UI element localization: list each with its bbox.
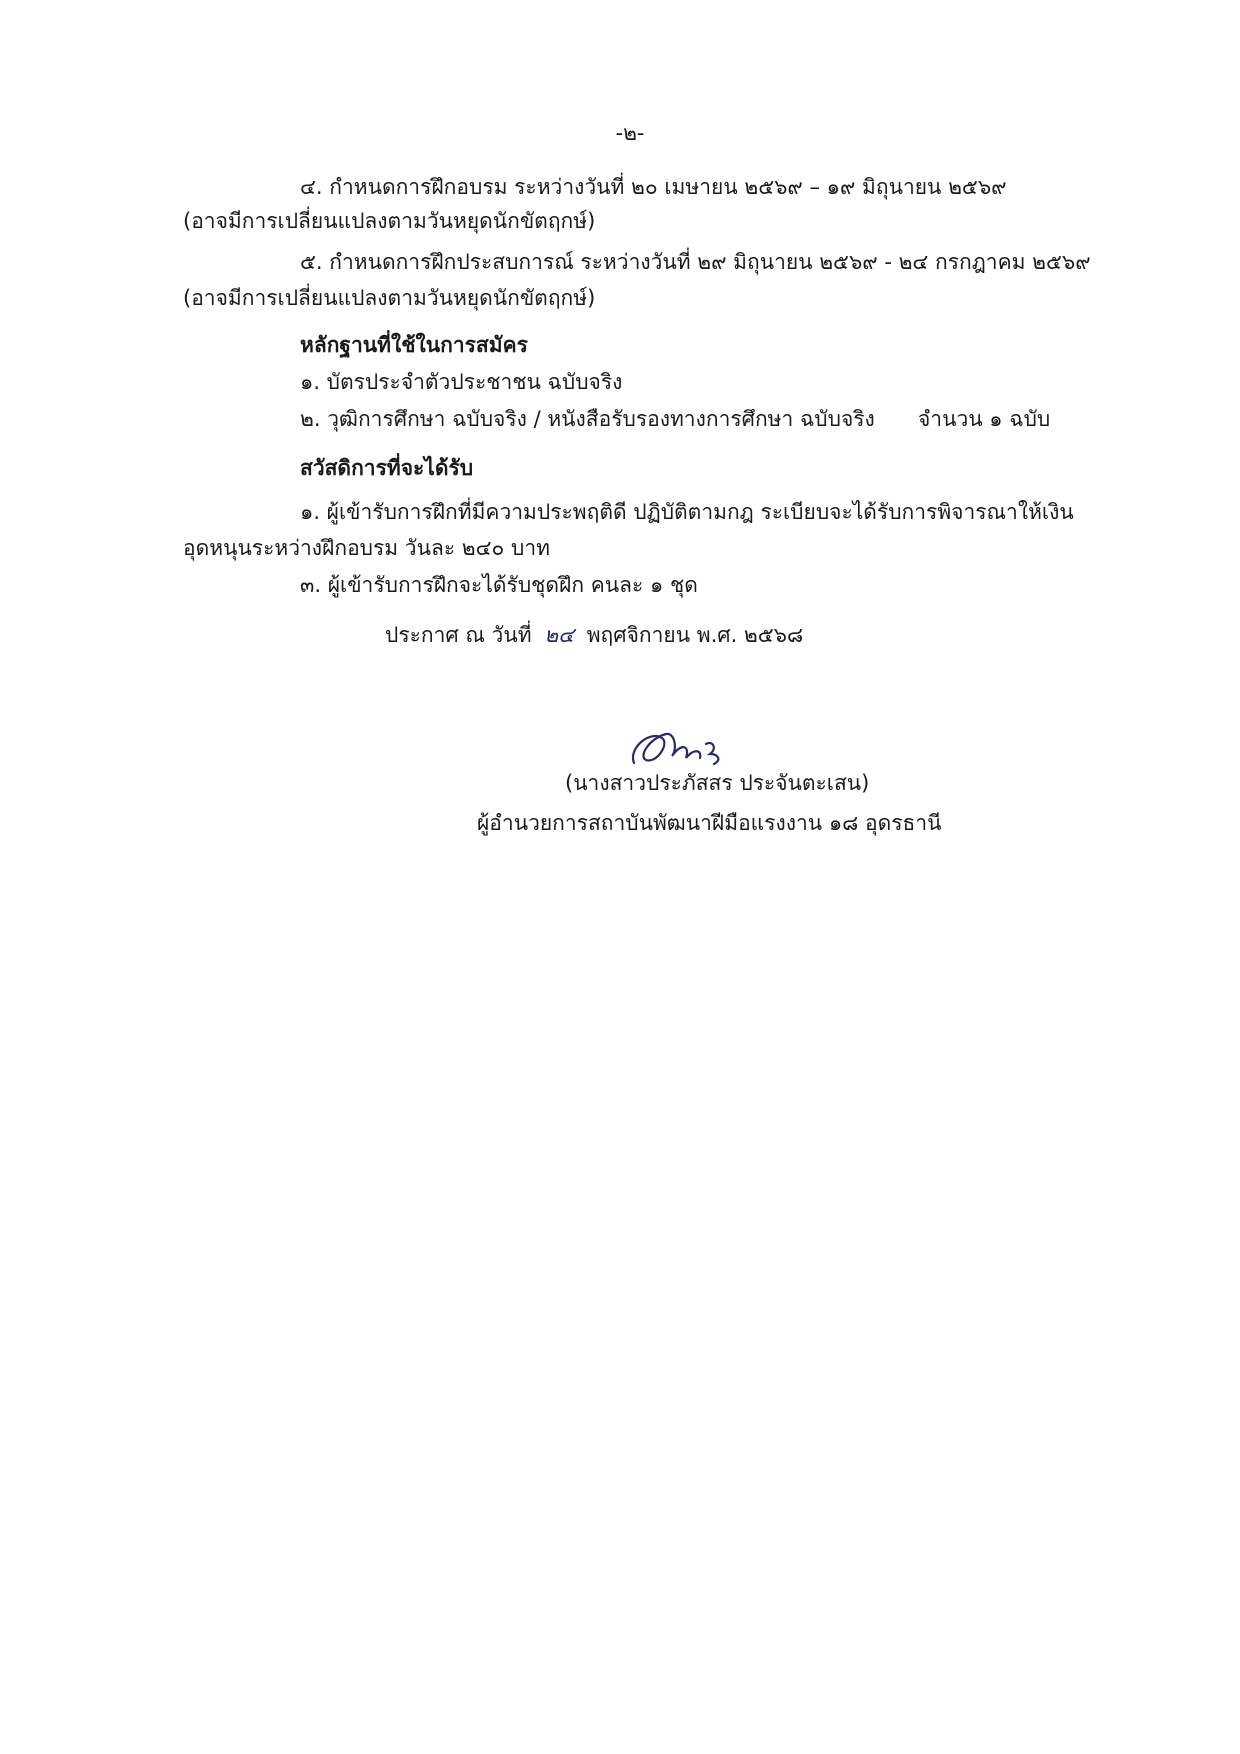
announcement-prefix: ประกาศ ณ วันที่ (385, 623, 532, 647)
item5-main: ๕. กำหนดการฝึกประสบการณ์ ระหว่างวันที่ ๒๙ มิถุนายน ๒๕๖๙ - ๒๔ กรกฎาคม ๒๕๖๙ (300, 250, 1091, 274)
benefits-item3: ๓. ผู้เข้ารับการฝึกจะได้รับชุดฝึก คนละ ๑ ชุด (300, 573, 698, 597)
benefits-item1-line1: ๑. ผู้เข้ารับการฝึกที่มีความประพฤติดี ปฏิบัติตามกฎ ระเบียบจะได้รับการพิจารณาให้เงิน (300, 500, 1074, 524)
benefits-item1-line2: อุดหนุนระหว่างฝึกอบรม วันละ ๒๔๐ บาท (183, 536, 550, 560)
evidence-item1: ๑. บัตรประจำตัวประชาชน ฉบับจริง (300, 370, 623, 394)
evidence-item2: ๒. วุฒิการศึกษา ฉบับจริง / หนังสือรับรองทางการศึกษา ฉบับจริง (300, 407, 875, 431)
announcement-date (385, 620, 803, 650)
item4-note: (อาจมีการเปลี่ยนแปลงตามวันหยุดนักขัตฤกษ์) (183, 209, 596, 233)
benefits-heading: สวัสดิการที่จะได้รับ (300, 456, 474, 480)
signatory-name: (นางสาวประภัสสร ประจันตะเสน) (565, 771, 870, 795)
signatory-position: ผู้อำนวยการสถาบันพัฒนาฝีมือแรงงาน ๑๘ อุดรธานี (477, 811, 942, 835)
evidence-heading: หลักฐานที่ใช้ในการสมัคร (300, 333, 528, 357)
page-number: -๒- (615, 121, 645, 145)
announcement-day: ๒๔ (544, 623, 574, 647)
item4-main: ๔. กำหนดการฝึกอบรม ระหว่างวันที่ ๒๐ เมษายน ๒๕๖๙ – ๑๙ มิถุนายน ๒๕๖๙ (300, 175, 1007, 199)
item5-note: (อาจมีการเปลี่ยนแปลงตามวันหยุดนักขัตฤกษ์) (183, 286, 596, 310)
evidence-item2-count: จำนวน ๑ ฉบับ (918, 407, 1051, 431)
announcement-suffix: พฤศจิกายน พ.ศ. ๒๕๖๘ (586, 623, 804, 647)
